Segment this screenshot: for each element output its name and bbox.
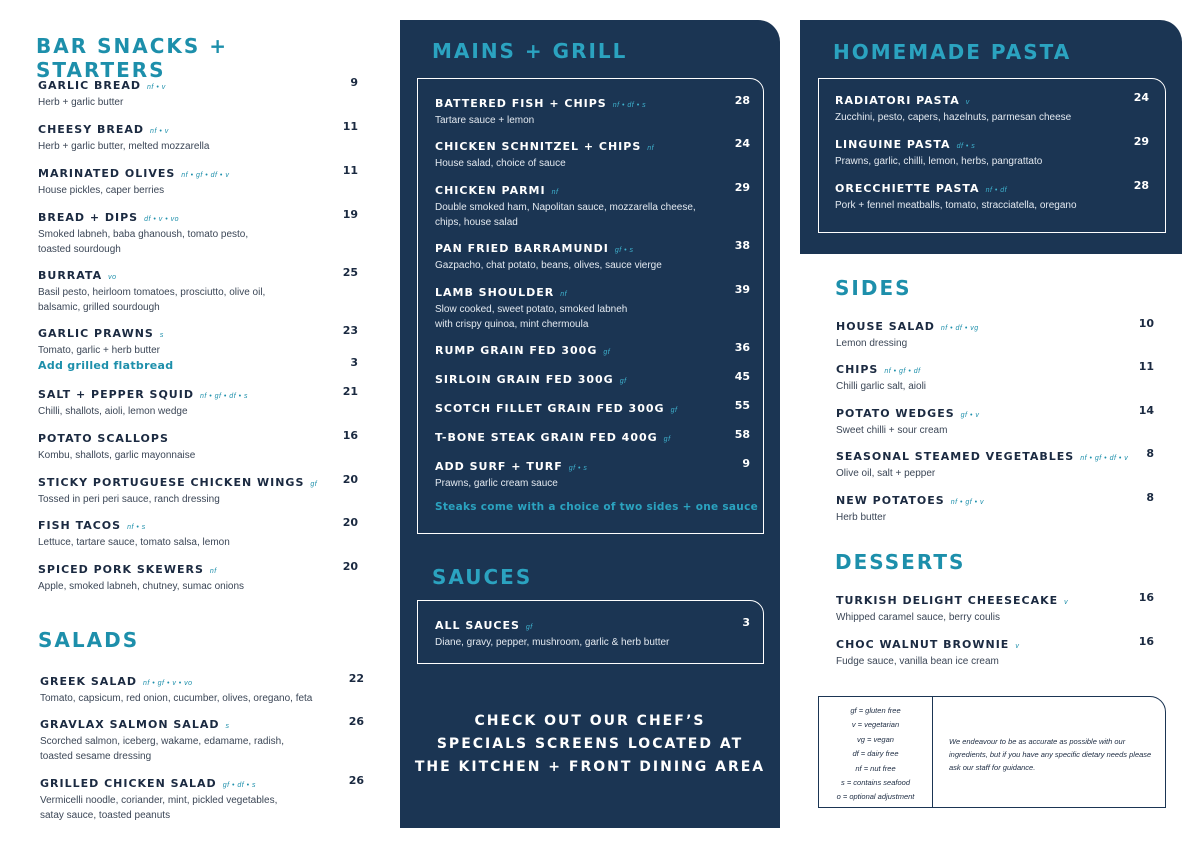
item-name: GRILLED CHICKEN SALAD bbox=[40, 777, 217, 790]
item-name: GRAVLAX SALMON SALAD bbox=[40, 718, 220, 731]
item-name: STICKY PORTUGUESE CHICKEN WINGS bbox=[38, 476, 305, 489]
item-price: 9 bbox=[350, 76, 358, 89]
item-description: Prawns, garlic cream sauce bbox=[435, 478, 558, 489]
dietary-tags: gf bbox=[525, 624, 533, 631]
item-name: RADIATORI PASTA bbox=[835, 94, 960, 107]
dietary-tags: nf • s bbox=[127, 524, 146, 531]
item-description-2: satay sauce, toasted peanuts bbox=[40, 810, 171, 821]
item-name: FISH TACOS bbox=[38, 519, 122, 532]
sauces-box bbox=[417, 600, 764, 664]
item-name: PAN FRIED BARRAMUNDI bbox=[435, 242, 609, 255]
addon-row bbox=[38, 356, 358, 374]
item-description-2: balsamic, grilled sourdough bbox=[38, 302, 160, 313]
item-price: 24 bbox=[1133, 91, 1149, 104]
desserts-section bbox=[835, 550, 1155, 574]
item-description: Smoked labneh, baba ghanoush, tomato pesto, bbox=[38, 229, 249, 240]
dietary-tags: df • s bbox=[956, 143, 976, 150]
item-description: Zucchini, pesto, capers, hazelnuts, parmesan cheese bbox=[835, 112, 1072, 123]
item-description: Apple, smoked labneh, chutney, sumac onions bbox=[38, 581, 245, 592]
item-price: 10 bbox=[1138, 317, 1154, 330]
menu-item bbox=[836, 360, 1154, 394]
dietary-tags: v bbox=[965, 99, 970, 106]
item-name: T-BONE STEAK GRAIN FED 400G bbox=[435, 431, 658, 444]
item-description: Vermicelli noodle, coriander, mint, pickled vegetables, bbox=[40, 795, 278, 806]
item-description-2: with crispy quinoa, mint chermoula bbox=[435, 319, 589, 330]
dietary-tags: nf bbox=[209, 568, 217, 575]
mains-box bbox=[417, 78, 764, 534]
menu-item bbox=[38, 560, 358, 594]
item-price: 16 bbox=[342, 429, 358, 442]
bar-snacks-title: BAR SNACKS + STARTERS bbox=[36, 34, 229, 82]
dietary-tags: gf bbox=[310, 481, 318, 488]
item-description: Pork + fennel meatballs, tomato, stracciatella, oregano bbox=[835, 200, 1077, 211]
dietary-tags: gf • s bbox=[614, 247, 634, 254]
menu-item bbox=[836, 404, 1154, 438]
menu-item bbox=[435, 181, 750, 230]
menu-item bbox=[435, 457, 750, 491]
menu-item bbox=[836, 491, 1154, 525]
item-price: 9 bbox=[742, 457, 750, 470]
item-price: 25 bbox=[342, 266, 358, 279]
item-price: 26 bbox=[348, 715, 364, 728]
menu-item bbox=[435, 283, 750, 332]
dietary-tags: nf • gf • v • vo bbox=[142, 680, 193, 687]
item-price: 11 bbox=[342, 164, 358, 177]
legend-item: nf = nut free bbox=[855, 763, 896, 773]
item-price: 23 bbox=[342, 324, 358, 337]
dietary-tags: nf • df bbox=[985, 187, 1008, 194]
item-description: Sweet chilli + sour cream bbox=[836, 425, 948, 436]
legend-item: vg = vegan bbox=[857, 734, 894, 744]
item-name: ADD SURF + TURF bbox=[435, 460, 563, 473]
item-price: 16 bbox=[1138, 591, 1154, 604]
menu-item bbox=[38, 208, 358, 257]
menu-item bbox=[435, 137, 750, 171]
specials-line-2: SPECIALS SCREENS LOCATED AT bbox=[436, 736, 744, 752]
item-name: GREEK SALAD bbox=[40, 675, 137, 688]
item-price: 38 bbox=[734, 239, 750, 252]
item-name: SEASONAL STEAMED VEGETABLES bbox=[836, 450, 1075, 463]
item-price: 20 bbox=[342, 560, 358, 573]
item-name: POTATO WEDGES bbox=[836, 407, 955, 420]
menu-item bbox=[40, 672, 364, 706]
item-description: Olive oil, salt + pepper bbox=[836, 468, 936, 479]
item-description: Basil pesto, heirloom tomatoes, prosciutto, olive oil, bbox=[38, 287, 266, 298]
item-name: BURRATA bbox=[38, 269, 103, 282]
item-price: 45 bbox=[734, 370, 750, 383]
item-description: Gazpacho, chat potato, beans, olives, sauce vierge bbox=[435, 260, 662, 271]
dietary-tags: nf • gf • v bbox=[950, 499, 985, 506]
menu-item bbox=[38, 516, 358, 550]
sides-title: SIDES bbox=[835, 276, 912, 300]
menu-item bbox=[38, 164, 358, 198]
item-price: 24 bbox=[734, 137, 750, 150]
item-description-2: chips, house salad bbox=[435, 217, 518, 228]
sides-section bbox=[835, 276, 1155, 300]
dietary-tags: gf bbox=[603, 349, 611, 356]
item-price: 20 bbox=[342, 516, 358, 529]
item-description-2: toasted sesame dressing bbox=[40, 751, 152, 762]
item-description: Tartare sauce + lemon bbox=[435, 115, 535, 126]
item-price: 58 bbox=[734, 428, 750, 441]
menu-item bbox=[435, 399, 750, 417]
item-name: NEW POTATOES bbox=[836, 494, 945, 507]
menu-item bbox=[38, 385, 358, 419]
pasta-title: HOMEMADE PASTA bbox=[833, 40, 1072, 64]
item-name: SALT + PEPPER SQUID bbox=[38, 388, 194, 401]
item-description: Herb butter bbox=[836, 512, 887, 523]
item-name: SIRLOIN GRAIN FED 300G bbox=[435, 373, 614, 386]
item-name: BATTERED FISH + CHIPS bbox=[435, 97, 607, 110]
item-price: 28 bbox=[734, 94, 750, 107]
item-description: Lemon dressing bbox=[836, 338, 908, 349]
pasta-panel bbox=[800, 20, 1182, 254]
dietary-info-box bbox=[818, 696, 1166, 808]
legend-item: s = contains seafood bbox=[840, 778, 910, 788]
menu-item bbox=[836, 635, 1154, 669]
menu-item bbox=[40, 774, 364, 823]
item-description: Diane, gravy, pepper, mushroom, garlic & herb butter bbox=[435, 637, 670, 648]
menu-item bbox=[435, 239, 750, 273]
item-price: 55 bbox=[734, 399, 750, 412]
item-name: TURKISH DELIGHT CHEESECAKE bbox=[836, 594, 1059, 607]
item-description-2: toasted sourdough bbox=[38, 244, 121, 255]
item-name: BREAD + DIPS bbox=[38, 211, 139, 224]
dietary-disclaimer: We endeavour to be as accurate as possible with our ingredients, but if you have any specific dietary needs please ask our staff for guidance. bbox=[949, 737, 1152, 772]
menu-item bbox=[435, 428, 750, 446]
item-description: Slow cooked, sweet potato, smoked labneh bbox=[435, 304, 628, 315]
menu-item bbox=[836, 591, 1154, 625]
dietary-tags: nf • v bbox=[150, 128, 169, 135]
legend-item: o = optional adjustment bbox=[836, 792, 915, 802]
item-description: Tomato, capsicum, red onion, cucumber, olives, oregano, feta bbox=[40, 693, 313, 704]
item-name: HOUSE SALAD bbox=[836, 320, 935, 333]
item-name: GARLIC BREAD bbox=[38, 79, 142, 92]
menu-item bbox=[835, 135, 1149, 169]
item-name: CHOC WALNUT BROWNIE bbox=[836, 638, 1010, 651]
dietary-tags: nf bbox=[560, 291, 568, 298]
dietary-tags: nf • gf • df bbox=[884, 368, 921, 375]
salads-section bbox=[38, 628, 364, 652]
menu-item bbox=[836, 317, 1154, 351]
menu-item bbox=[38, 266, 358, 315]
menu-item bbox=[835, 179, 1149, 213]
specials-line-1: CHECK OUT OUR CHEF’S bbox=[474, 713, 706, 729]
item-description: Double smoked ham, Napolitan sauce, mozzarella cheese, bbox=[435, 202, 696, 213]
item-name: POTATO SCALLOPS bbox=[38, 432, 169, 445]
item-price: 8 bbox=[1146, 447, 1154, 460]
legend-item: v = vegetarian bbox=[851, 720, 900, 730]
item-description: Whipped caramel sauce, berry coulis bbox=[836, 612, 1000, 623]
menu-item bbox=[435, 341, 750, 359]
item-description: Tomato, garlic + herb butter bbox=[38, 345, 161, 356]
dietary-tags: v bbox=[1064, 599, 1069, 606]
menu-item bbox=[836, 447, 1154, 481]
item-description: Herb + garlic butter, melted mozzarella bbox=[38, 141, 210, 152]
dietary-tags: v bbox=[1015, 643, 1020, 650]
menu-item bbox=[38, 76, 358, 110]
dietary-tags: nf • df • vg bbox=[940, 325, 979, 332]
sauces-title: SAUCES bbox=[432, 565, 533, 589]
item-name: CHEESY BREAD bbox=[38, 123, 145, 136]
mains-title: MAINS + GRILL bbox=[432, 39, 628, 63]
item-name: SPICED PORK SKEWERS bbox=[38, 563, 204, 576]
dietary-tags: nf • gf • df • v bbox=[181, 172, 230, 179]
dietary-tags: gf bbox=[670, 407, 678, 414]
item-name: LINGUINE PASTA bbox=[835, 138, 951, 151]
item-description: Scorched salmon, iceberg, wakame, edamame, radish, bbox=[40, 736, 285, 747]
item-name: GARLIC PRAWNS bbox=[38, 327, 154, 340]
dietary-tags: nf bbox=[551, 189, 559, 196]
item-description: Prawns, garlic, chilli, lemon, herbs, pangrattato bbox=[835, 156, 1043, 167]
item-description: Lettuce, tartare sauce, tomato salsa, lemon bbox=[38, 537, 230, 548]
item-price: 29 bbox=[734, 181, 750, 194]
item-price: 36 bbox=[734, 341, 750, 354]
item-price: 22 bbox=[348, 672, 364, 685]
item-description: House salad, choice of sauce bbox=[435, 158, 566, 169]
item-name: MARINATED OLIVES bbox=[38, 167, 176, 180]
item-price: 21 bbox=[342, 385, 358, 398]
item-name: ALL SAUCES bbox=[435, 619, 520, 632]
dietary-tags: s bbox=[159, 332, 164, 339]
dietary-tags: gf • df • s bbox=[222, 782, 257, 789]
dietary-legend bbox=[819, 697, 933, 807]
item-name: CHIPS bbox=[836, 363, 879, 376]
item-description: Herb + garlic butter bbox=[38, 97, 124, 108]
legend-item: df = dairy free bbox=[852, 749, 899, 759]
item-name: RUMP GRAIN FED 300G bbox=[435, 344, 598, 357]
bar-snacks-section bbox=[36, 34, 360, 82]
item-price: 39 bbox=[734, 283, 750, 296]
specials-line-3: THE KITCHEN + FRONT DINING AREA bbox=[414, 759, 766, 775]
dietary-tags: vo bbox=[108, 274, 117, 281]
dietary-tags: nf • df • s bbox=[612, 102, 647, 109]
item-price: 14 bbox=[1138, 404, 1154, 417]
addon-label: Add grilled flatbread bbox=[38, 359, 174, 372]
item-name: SCOTCH FILLET GRAIN FED 300G bbox=[435, 402, 665, 415]
menu-item bbox=[38, 429, 358, 463]
item-price: 29 bbox=[1133, 135, 1149, 148]
legend-item: gf = gluten free bbox=[850, 706, 901, 715]
addon-price: 3 bbox=[350, 356, 358, 369]
item-name: LAMB SHOULDER bbox=[435, 286, 555, 299]
item-price: 8 bbox=[1146, 491, 1154, 504]
menu-item bbox=[435, 370, 750, 388]
steaks-note: Steaks come with a choice of two sides + one sauce bbox=[435, 501, 759, 513]
dietary-tags: nf • gf • df • s bbox=[199, 393, 248, 400]
item-description: Chilli garlic salt, aioli bbox=[836, 381, 927, 392]
dietary-tags: gf • s bbox=[568, 465, 588, 472]
item-description: Fudge sauce, vanilla bean ice cream bbox=[836, 656, 999, 667]
menu-item bbox=[435, 616, 750, 650]
dietary-tags: gf bbox=[663, 436, 671, 443]
dietary-tags: gf • v bbox=[960, 412, 980, 419]
item-description: Kombu, shallots, garlic mayonnaise bbox=[38, 450, 196, 461]
dietary-tags: nf bbox=[647, 145, 655, 152]
dietary-tags: s bbox=[225, 723, 230, 730]
desserts-title: DESSERTS bbox=[835, 550, 966, 574]
item-name: ORECCHIETTE PASTA bbox=[835, 182, 980, 195]
salads-title: SALADS bbox=[38, 628, 140, 652]
menu-item bbox=[835, 91, 1149, 125]
item-price: 19 bbox=[342, 208, 358, 221]
item-description: House pickles, caper berries bbox=[38, 185, 165, 196]
dietary-tags: nf • v bbox=[147, 84, 166, 91]
mains-panel bbox=[400, 20, 780, 828]
item-description: Chilli, shallots, aioli, lemon wedge bbox=[38, 406, 188, 417]
item-price: 16 bbox=[1138, 635, 1154, 648]
item-name: CHICKEN PARMI bbox=[435, 184, 546, 197]
item-price: 3 bbox=[742, 616, 750, 629]
item-price: 26 bbox=[348, 774, 364, 787]
specials-callout bbox=[400, 710, 780, 779]
item-price: 28 bbox=[1133, 179, 1149, 192]
dietary-tags: gf bbox=[619, 378, 627, 385]
menu-item bbox=[435, 94, 750, 128]
dietary-tags: df • v • vo bbox=[144, 216, 180, 223]
menu-item bbox=[38, 473, 358, 507]
menu-item bbox=[38, 120, 358, 154]
menu-item bbox=[40, 715, 364, 764]
item-price: 11 bbox=[342, 120, 358, 133]
dietary-tags: nf • gf • df • v bbox=[1080, 455, 1129, 462]
item-price: 11 bbox=[1138, 360, 1154, 373]
item-description: Tossed in peri peri sauce, ranch dressing bbox=[38, 494, 220, 505]
item-price: 20 bbox=[342, 473, 358, 486]
item-name: CHICKEN SCHNITZEL + CHIPS bbox=[435, 140, 642, 153]
pasta-box bbox=[818, 78, 1166, 233]
menu-item bbox=[38, 324, 358, 358]
